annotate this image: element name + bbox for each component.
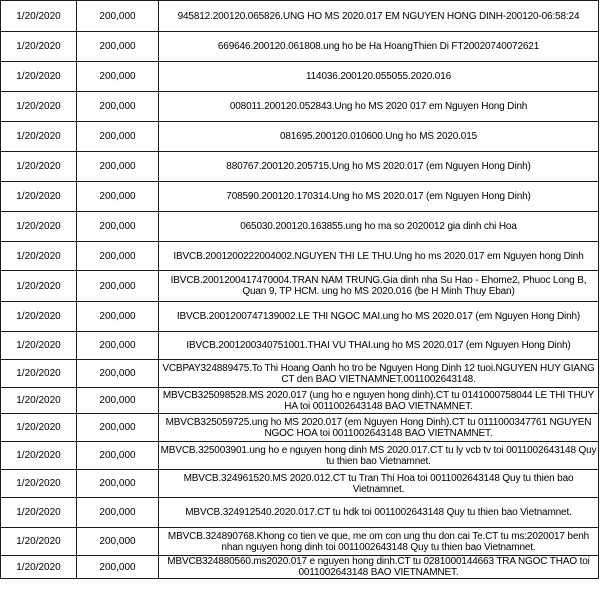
description-cell: 880767.200120.205715.Ung ho MS 2020.017 (em Nguyen Hong Dinh): [159, 152, 599, 182]
table-row: [1, 332, 599, 360]
description-cell: MBVCB.324890768.Khong co tien ve que, me om con ung thu don cai Te.CT tu ms:2020017 benh nhan nguyen hong dinh toi 0011002643148 Quy tu thien bao Vietnamnet.: [159, 528, 599, 556]
amount-cell: 200,000: [77, 1, 159, 32]
description-cell: MBVCB325098528.MS 2020.017 (ung ho e nguyen hong dinh).CT tu 0141000758044 LE THI THUY HA toi 0011002643148 BAO VIETNAMNET.: [159, 388, 599, 414]
description-cell: 114036.200120.055055.2020.016: [159, 62, 599, 92]
description-cell: VCBPAY324889475.To Thi Hoang Oanh ho tro be Nguyen Hong Dinh 12 tuoi.NGUYEN HUY GIANG CT den BAO VIETNAMNET.0011002643148.: [159, 360, 599, 388]
description-cell: 065030.200120.163855.ung ho ma so 2020012 gia dinh chi Hoa: [159, 212, 599, 242]
description-cell: 008011.200120.052843.Ung ho MS 2020 017 em Nguyen Hong Dinh: [159, 92, 599, 122]
amount-cell: 200,000: [77, 302, 159, 332]
date-cell: 1/20/2020: [1, 152, 77, 182]
amount-cell: 200,000: [77, 212, 159, 242]
date-cell: 1/20/2020: [1, 470, 77, 498]
description-cell: IBVCB.2001200747139002.LE THI NGOC MAI.ung ho MS 2020.017 (em Nguyen Hong Dinh): [159, 302, 599, 332]
table-row: [1, 388, 599, 414]
table-row: [1, 92, 599, 122]
description-cell: 945812.200120.065826.UNG HO MS 2020.017 EM NGUYEN HONG DINH-200120-06:58:24: [159, 1, 599, 32]
description-cell: IBVCB.2001200417470004.TRAN NAM TRUNG.Gia dinh nha Su Hao - Ehome2, Phuoc Long B, Quan 9, TP HCM. ung ho MS 2020.016 (be H Minh Thuy Eban): [159, 271, 599, 302]
table-row: [1, 1, 599, 32]
table-row: [1, 528, 599, 556]
description-cell: MBVCB.324961520.MS 2020.012.CT tu Tran Thi Hoa toi 0011002643148 Quy tu thien bao Vietnamnet.: [159, 470, 599, 498]
description-cell: IBVCB.2001200340751001.THAI VU THAI.ung ho MS 2020.017 (em Nguyen Hong Dinh): [159, 332, 599, 360]
amount-cell: 200,000: [77, 152, 159, 182]
amount-cell: 200,000: [77, 182, 159, 212]
amount-cell: 200,000: [77, 388, 159, 414]
amount-cell: 200,000: [77, 242, 159, 271]
table-row: [1, 212, 599, 242]
amount-cell: 200,000: [77, 414, 159, 442]
table-row: [1, 414, 599, 442]
date-cell: 1/20/2020: [1, 360, 77, 388]
amount-cell: 200,000: [77, 92, 159, 122]
table-row: [1, 242, 599, 271]
date-cell: 1/20/2020: [1, 32, 77, 62]
description-cell: MBVCB325059725.ung ho MS 2020.017 (em Nguyen Hong Dinh).CT tu 0111000347761 NGUYEN NGOC HOA toi 0011002643148 BAO VIETNAMNET.: [159, 414, 599, 442]
date-cell: 1/20/2020: [1, 332, 77, 360]
description-cell: 708590.200120.170314.Ung ho MS 2020.017 (em Nguyen Hong Dinh): [159, 182, 599, 212]
amount-cell: 200,000: [77, 442, 159, 470]
amount-cell: 200,000: [77, 498, 159, 528]
date-cell: 1/20/2020: [1, 498, 77, 528]
amount-cell: 200,000: [77, 332, 159, 360]
description-cell: 669646.200120.061808.ung ho be Ha HoangThien Di FT20020740072621: [159, 32, 599, 62]
table-row: [1, 32, 599, 62]
amount-cell: 200,000: [77, 528, 159, 556]
date-cell: 1/20/2020: [1, 414, 77, 442]
description-cell: IBVCB.2001200222004002.NGUYEN THI LE THU.Ung ho ms 2020.017 em Nguyen hong Dinh: [159, 242, 599, 271]
table-row: [1, 470, 599, 498]
table-row: [1, 556, 599, 579]
amount-cell: 200,000: [77, 556, 159, 579]
table-row: [1, 498, 599, 528]
description-cell: MBVCB.325003901.ung ho e nguyen hong dinh MS 2020.017.CT tu ly vcb tv toi 0011002643148 Quy tu thien bao Vietnamnet.: [159, 442, 599, 470]
date-cell: 1/20/2020: [1, 388, 77, 414]
table-row: [1, 122, 599, 152]
date-cell: 1/20/2020: [1, 212, 77, 242]
table-row: [1, 271, 599, 302]
table-row: [1, 442, 599, 470]
date-cell: 1/20/2020: [1, 1, 77, 32]
table-row: [1, 182, 599, 212]
table-row: [1, 152, 599, 182]
date-cell: 1/20/2020: [1, 182, 77, 212]
date-cell: 1/20/2020: [1, 62, 77, 92]
amount-cell: 200,000: [77, 122, 159, 152]
date-cell: 1/20/2020: [1, 242, 77, 271]
date-cell: 1/20/2020: [1, 528, 77, 556]
description-cell: MBVCB324880560.ms2020.017 e nguyen hong dinh.CT tu 0281000144663 TRA NGOC THAO toi 0011002643148 BAO VIETNAMNET.: [159, 556, 599, 579]
table-row: [1, 62, 599, 92]
table-row: [1, 360, 599, 388]
date-cell: 1/20/2020: [1, 271, 77, 302]
description-cell: MBVCB.324912540.2020.017.CT tu hdk toi 0011002643148 Quy tu thien bao Vietnamnet.: [159, 498, 599, 528]
amount-cell: 200,000: [77, 62, 159, 92]
date-cell: 1/20/2020: [1, 92, 77, 122]
amount-cell: 200,000: [77, 470, 159, 498]
date-cell: 1/20/2020: [1, 556, 77, 579]
amount-cell: 200,000: [77, 271, 159, 302]
table-row: [1, 302, 599, 332]
date-cell: 1/20/2020: [1, 442, 77, 470]
date-cell: 1/20/2020: [1, 122, 77, 152]
amount-cell: 200,000: [77, 32, 159, 62]
description-cell: 081695.200120.010600.Ung ho MS 2020.015: [159, 122, 599, 152]
amount-cell: 200,000: [77, 360, 159, 388]
date-cell: 1/20/2020: [1, 302, 77, 332]
